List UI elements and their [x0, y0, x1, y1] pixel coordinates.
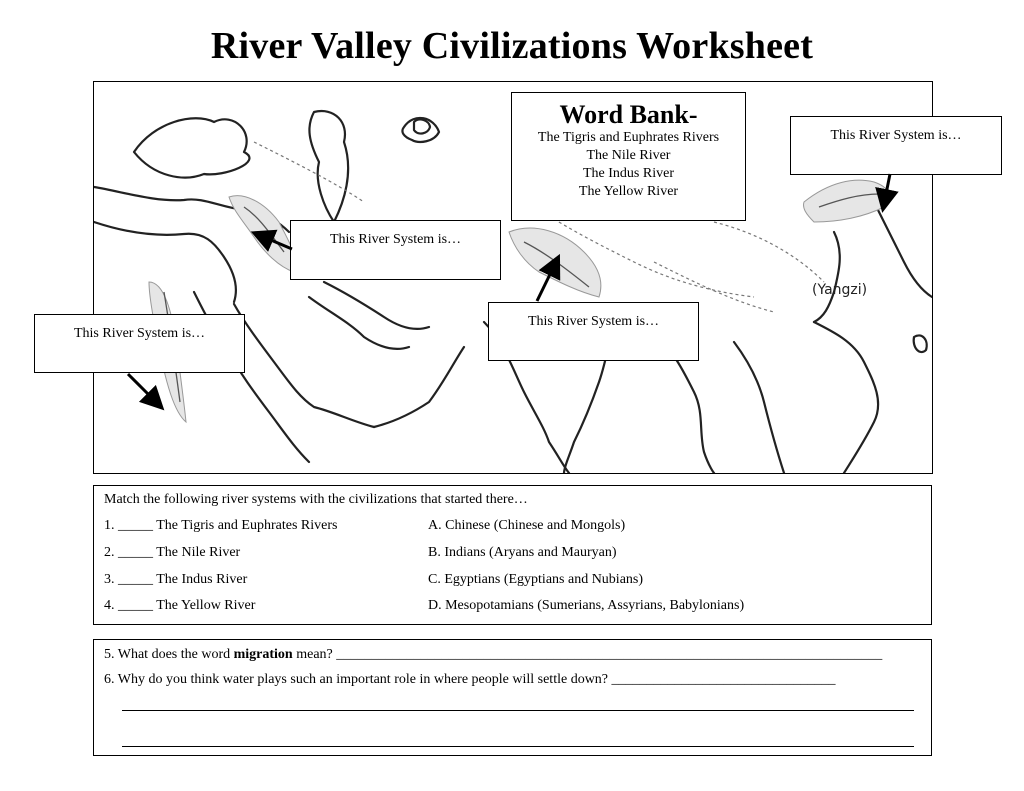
- label-box-tigris[interactable]: [290, 220, 501, 280]
- question-6[interactable]: 6. Why do you think water plays such an important role in where people will settle down? ________________________________: [104, 672, 836, 687]
- match-option: B. Indians (Aryans and Mauryan): [428, 545, 617, 560]
- question-5-end: mean? ______________________________________________________________________________: [292, 647, 883, 662]
- match-option: A. Chinese (Chinese and Mongols): [428, 518, 626, 533]
- word-bank-title: Word Bank-: [559, 100, 698, 129]
- match-item[interactable]: 4. _____ The Yellow River: [104, 598, 256, 613]
- label-box-text: This River System is…: [73, 326, 206, 341]
- answer-line[interactable]: [122, 746, 914, 747]
- answer-line[interactable]: [122, 710, 914, 711]
- word-bank-item: The Yellow River: [578, 184, 679, 199]
- word-bank-item: The Nile River: [586, 148, 671, 163]
- label-box-text: This River System is…: [830, 128, 962, 143]
- question-5-start: 5. What does the word: [104, 647, 234, 662]
- label-box-nile[interactable]: [34, 314, 245, 373]
- worksheet-title: River Valley Civilizations Worksheet: [210, 25, 814, 67]
- question-5[interactable]: [104, 647, 882, 663]
- questions-section: [93, 639, 932, 756]
- match-option: C. Egyptians (Egyptians and Nubians): [428, 572, 644, 587]
- match-option: D. Mesopotamians (Sumerians, Assyrians, Babylonians): [428, 598, 745, 613]
- label-box-text: This River System is…: [329, 232, 462, 247]
- matching-section: [93, 485, 932, 625]
- word-bank-item: The Tigris and Euphrates Rivers: [537, 130, 720, 145]
- label-box-yellow[interactable]: [790, 116, 1002, 175]
- word-bank-item: The Indus River: [583, 166, 674, 181]
- match-item[interactable]: 3. _____ The Indus River: [104, 572, 248, 587]
- word-bank: [511, 92, 746, 221]
- matching-intro: Match the following river systems with the civilizations that started there…: [104, 492, 528, 507]
- match-item[interactable]: 2. _____ The Nile River: [104, 545, 241, 560]
- match-item[interactable]: 1. _____ The Tigris and Euphrates Rivers: [104, 518, 338, 533]
- label-box-text: This River System is…: [527, 314, 660, 329]
- yangzi-label: (Yangzi): [812, 282, 868, 298]
- question-5-keyword: migration: [233, 647, 293, 662]
- label-box-indus[interactable]: [488, 302, 699, 361]
